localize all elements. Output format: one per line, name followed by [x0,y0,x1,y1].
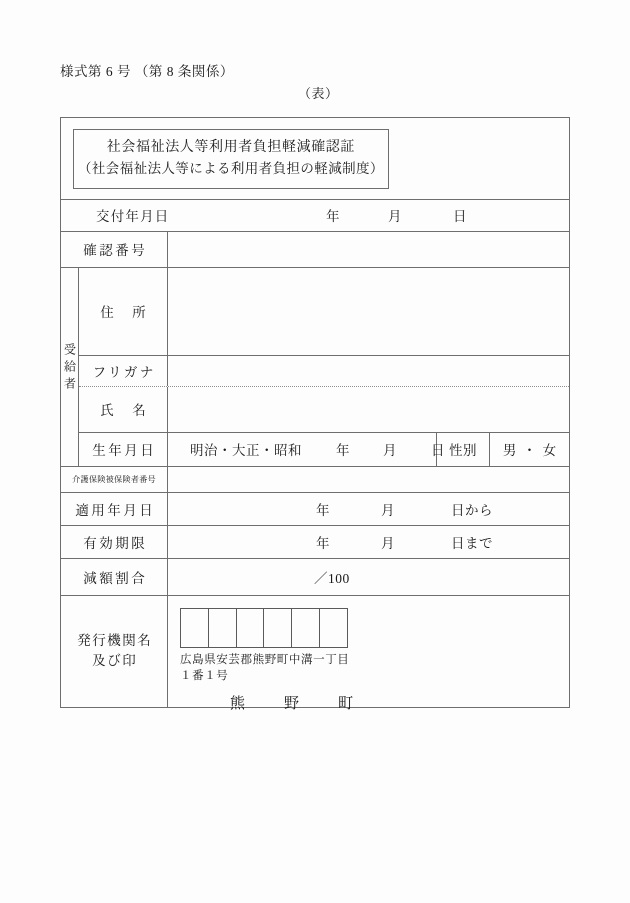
recipient-rows [79,268,569,466]
issue-date-day-marker: 日 [453,209,467,225]
issue-date-year-marker: 年 [326,209,340,225]
recipient-name-field[interactable] [168,387,569,432]
seal-cell[interactable] [209,609,237,647]
seal-cell[interactable] [264,609,292,647]
recipient-address-field[interactable] [168,268,569,355]
side-indicator-label: （表） [298,86,339,101]
issuer-organization-name: 熊 野 町 [230,695,366,712]
recipient-birth-label: 生年月日 [79,433,168,466]
reduction-rate-value: ／100 [314,570,350,586]
certificate-title-row [61,118,569,200]
valid-until-day-suffix: 日まで [451,535,493,551]
recipient-block [61,268,569,467]
birth-era-options[interactable]: 明治・大正・昭和 [190,443,302,459]
valid-until-label: 有効期限 [61,526,168,558]
issuer-label-line2: 及び印 [92,653,138,669]
confirmation-number-row [61,232,569,268]
issuer-address-line1: 広島県安芸郡熊野町中溝一丁目 [180,653,350,666]
reduction-rate-field[interactable] [168,559,569,595]
issuer-label [61,596,168,707]
reduction-rate-row [61,559,569,596]
sex-options-field[interactable]: 男 ・ 女 [489,433,569,466]
valid-until-year-marker: 年 [316,535,330,551]
issuer-address [180,652,569,685]
certificate-form-table [60,117,570,712]
seal-cell[interactable] [181,609,209,647]
seal-cell[interactable] [237,609,265,647]
issuer-row [61,596,569,712]
issue-date-label: 交付年月日 [96,209,170,225]
valid-until-month-marker: 月 [381,535,395,551]
certificate-title-box [73,129,389,189]
issuer-label-line1: 発行機関名 [77,632,153,648]
form-number-label: 様式第 6 号 （第 8 条関係） [60,64,234,79]
birth-year-marker: 年 [336,443,350,459]
valid-until-row [61,526,569,559]
recipient-address-label: 住 所 [79,268,168,355]
insurance-number-label: 介護保険被保険者番号 [61,467,168,492]
birth-day-marker: 日 [431,443,445,459]
apply-date-field[interactable] [168,493,569,525]
confirmation-number-field[interactable] [168,232,569,267]
certificate-title-sub: （社会福祉法人等による利用者負担の軽減制度） [78,160,384,176]
recipient-birth-row [79,433,569,466]
insurance-number-field[interactable] [168,467,569,492]
recipient-furigana-label: フリガナ [79,356,168,386]
issue-date-month-marker: 月 [388,209,402,225]
recipient-address-row [79,268,569,356]
issue-date-row [61,200,569,232]
apply-date-label: 適用年月日 [61,493,168,525]
apply-date-year-marker: 年 [316,502,330,518]
recipient-side-label: 受給者 [61,268,79,466]
recipient-furigana-row [79,356,569,387]
apply-date-day-suffix: 日から [451,502,493,518]
sex-label: 性別 [436,433,489,466]
birth-month-marker: 月 [383,443,397,459]
certificate-title-main: 社会福祉法人等利用者負担軽減確認証 [106,140,355,155]
seal-grid[interactable] [180,608,348,648]
issuer-field [168,596,569,712]
recipient-name-row [79,387,569,433]
reduction-rate-label: 減額割合 [61,559,168,595]
seal-cell[interactable] [320,609,347,647]
issuer-address-line2: １番１号 [180,670,229,683]
recipient-birth-field[interactable] [168,433,445,466]
apply-date-month-marker: 月 [381,502,395,518]
recipient-name-label: 氏 名 [79,387,168,432]
insurance-number-row [61,467,569,493]
confirmation-number-label: 確認番号 [61,232,168,267]
apply-date-row [61,493,569,526]
valid-until-field[interactable] [168,526,569,558]
seal-cell[interactable] [292,609,320,647]
recipient-furigana-field[interactable] [168,356,569,386]
